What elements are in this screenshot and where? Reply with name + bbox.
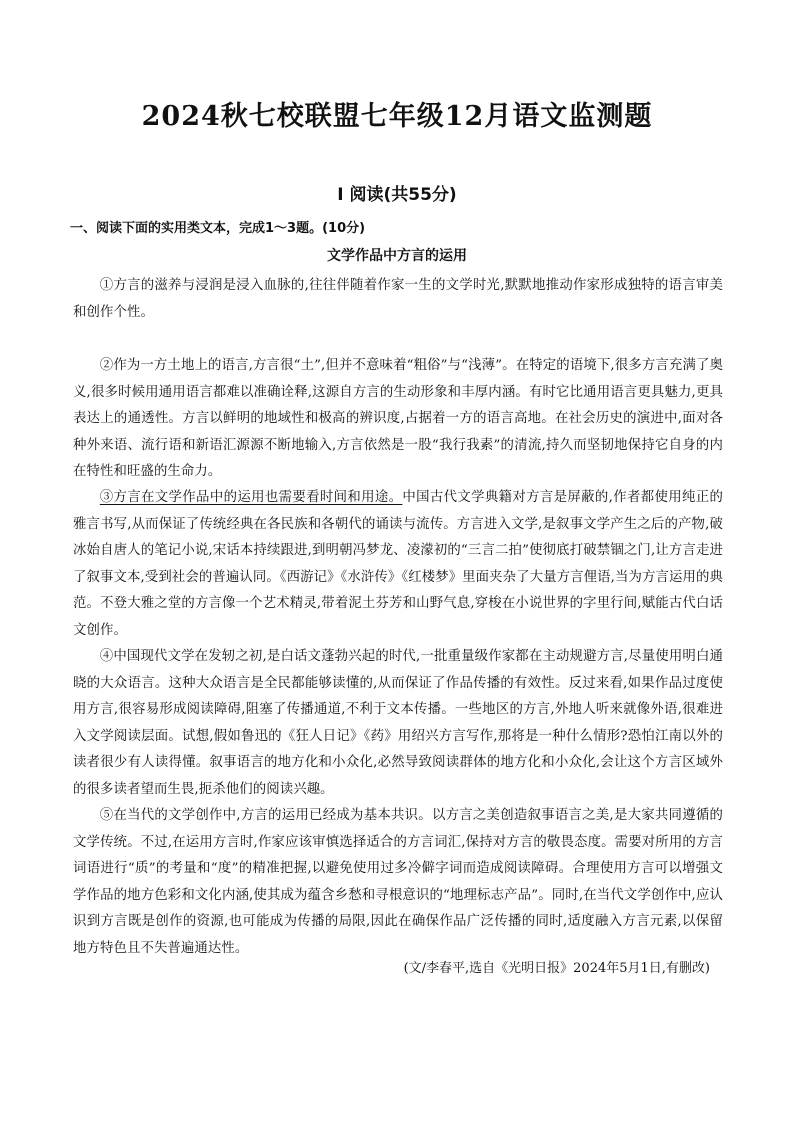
underlined-sentence: ③方言在文学作品中的运用也需要看时间和用途。 (99, 490, 403, 505)
section-heading: 一、阅读下面的实用类文本，完成1～3题。(10分) (70, 221, 366, 236)
part-heading: Ⅰ 阅读(共55分) (337, 185, 457, 205)
paragraph-5: ⑤在当代的文学创作中,方言的运用已经成为基本共识。以方言之美创造叙事语言之美,是大家共同遵循的文学传统。不过,在运用方言时,作家应该审慎选择适合的方言词汇,保持对方言的敬畏态度。需要对所用的方言词语进行“质”的考量和“度”的精准把握,以避免使用过多冷僻字词而造成阅读障碍。合理使用方言可以增强文学作品的地方色彩和文化内涵,使其成为蕴含乡愁和寻根意识的“地理标志产品”。同时,在当代文学创作中,应认识到方言既是创作的资源,也可能成为传播的局限,因此在确保作品广泛传播的同时,适度融入方言元素,以保留地方特色且不失普遍通达性。 (73, 808, 723, 956)
paragraph-3 (73, 485, 723, 645)
article-title: 文学作品中方言的运用 (327, 248, 467, 264)
page-title: 2024秋七校联盟七年级12月语文监测题 (141, 101, 653, 132)
paragraph-2: ②作为一方土地上的语言,方言很“土”,但并不意味着“粗俗”与“浅薄”。在特定的语境下,很多方言充满了奥义,很多时候用通用语言都难以准确诠释,这源自方言的生动形象和丰厚内涵。有时它比通用语言更具魅力,更具表达上的通透性。方言以鲜明的地域性和极高的辨识度,占据着一方的语言高地。在社会历史的演进中,面对各种外来语、流行语和新语汇源源不断地输入,方言依然是一股“我行我素”的清流,持久而坚韧地保持它自身的内在特性和旺盛的生命力。 (73, 358, 723, 480)
article-source: (文/李春平,选自《光明日报》2024年5月1日,有删改) (403, 961, 710, 976)
paragraph-3-rest: 中国古代文学典籍对方言是屏蔽的,作者都使用纯正的雅言书写,从而保证了传统经典在各民族和各朝代的诵读与流传。方言进入文学,是叙事文学产生之后的产物,破冰始自唐人的笔记小说,宋话本持续跟进,到明朝冯梦龙、凌濛初的“三言二拍”使彻底打破禁锢之门,让方言走进了叙事文本,受到社会的普遍认同。《西游记》《水浒传》《红楼梦》里面夹杂了大量方言俚语,当为方言运用的典范。不登大雅之堂的方言像一个艺术精灵,带着泥土芬芳和山野气息,穿梭在小说世界的字里行间,赋能古代白话文创作。 (73, 490, 723, 638)
paragraph-1: ①方言的滋养与浸润是浸入血脉的,往往伴随着作家一生的文学时光,默默地推动作家形成独特的语言审美和创作个性。 (73, 278, 723, 320)
paragraph-4: ④中国现代文学在发轫之初,是白话文蓬勃兴起的时代,一批重量级作家都在主动规避方言,尽量使用明白通晓的大众语言。这种大众语言是全民都能够读懂的,从而保证了作品传播的有效性。反过来看,如果作品过度使用方言,很容易形成阅读障碍,阻塞了传播通道,不利于文本传播。一些地区的方言,外地人听来就像外语,很难进入文学阅读层面。试想,假如鲁迅的《狂人日记》《药》用绍兴方言写作,那将是一种什么情形?恐怕江南以外的读者很少有人读得懂。叙事语言的地方化和小众化,必然导致阅读群体的地方化和小众化,会让这个方言区域外的很多读者望而生畏,扼杀他们的阅读兴趣。 (73, 649, 723, 797)
